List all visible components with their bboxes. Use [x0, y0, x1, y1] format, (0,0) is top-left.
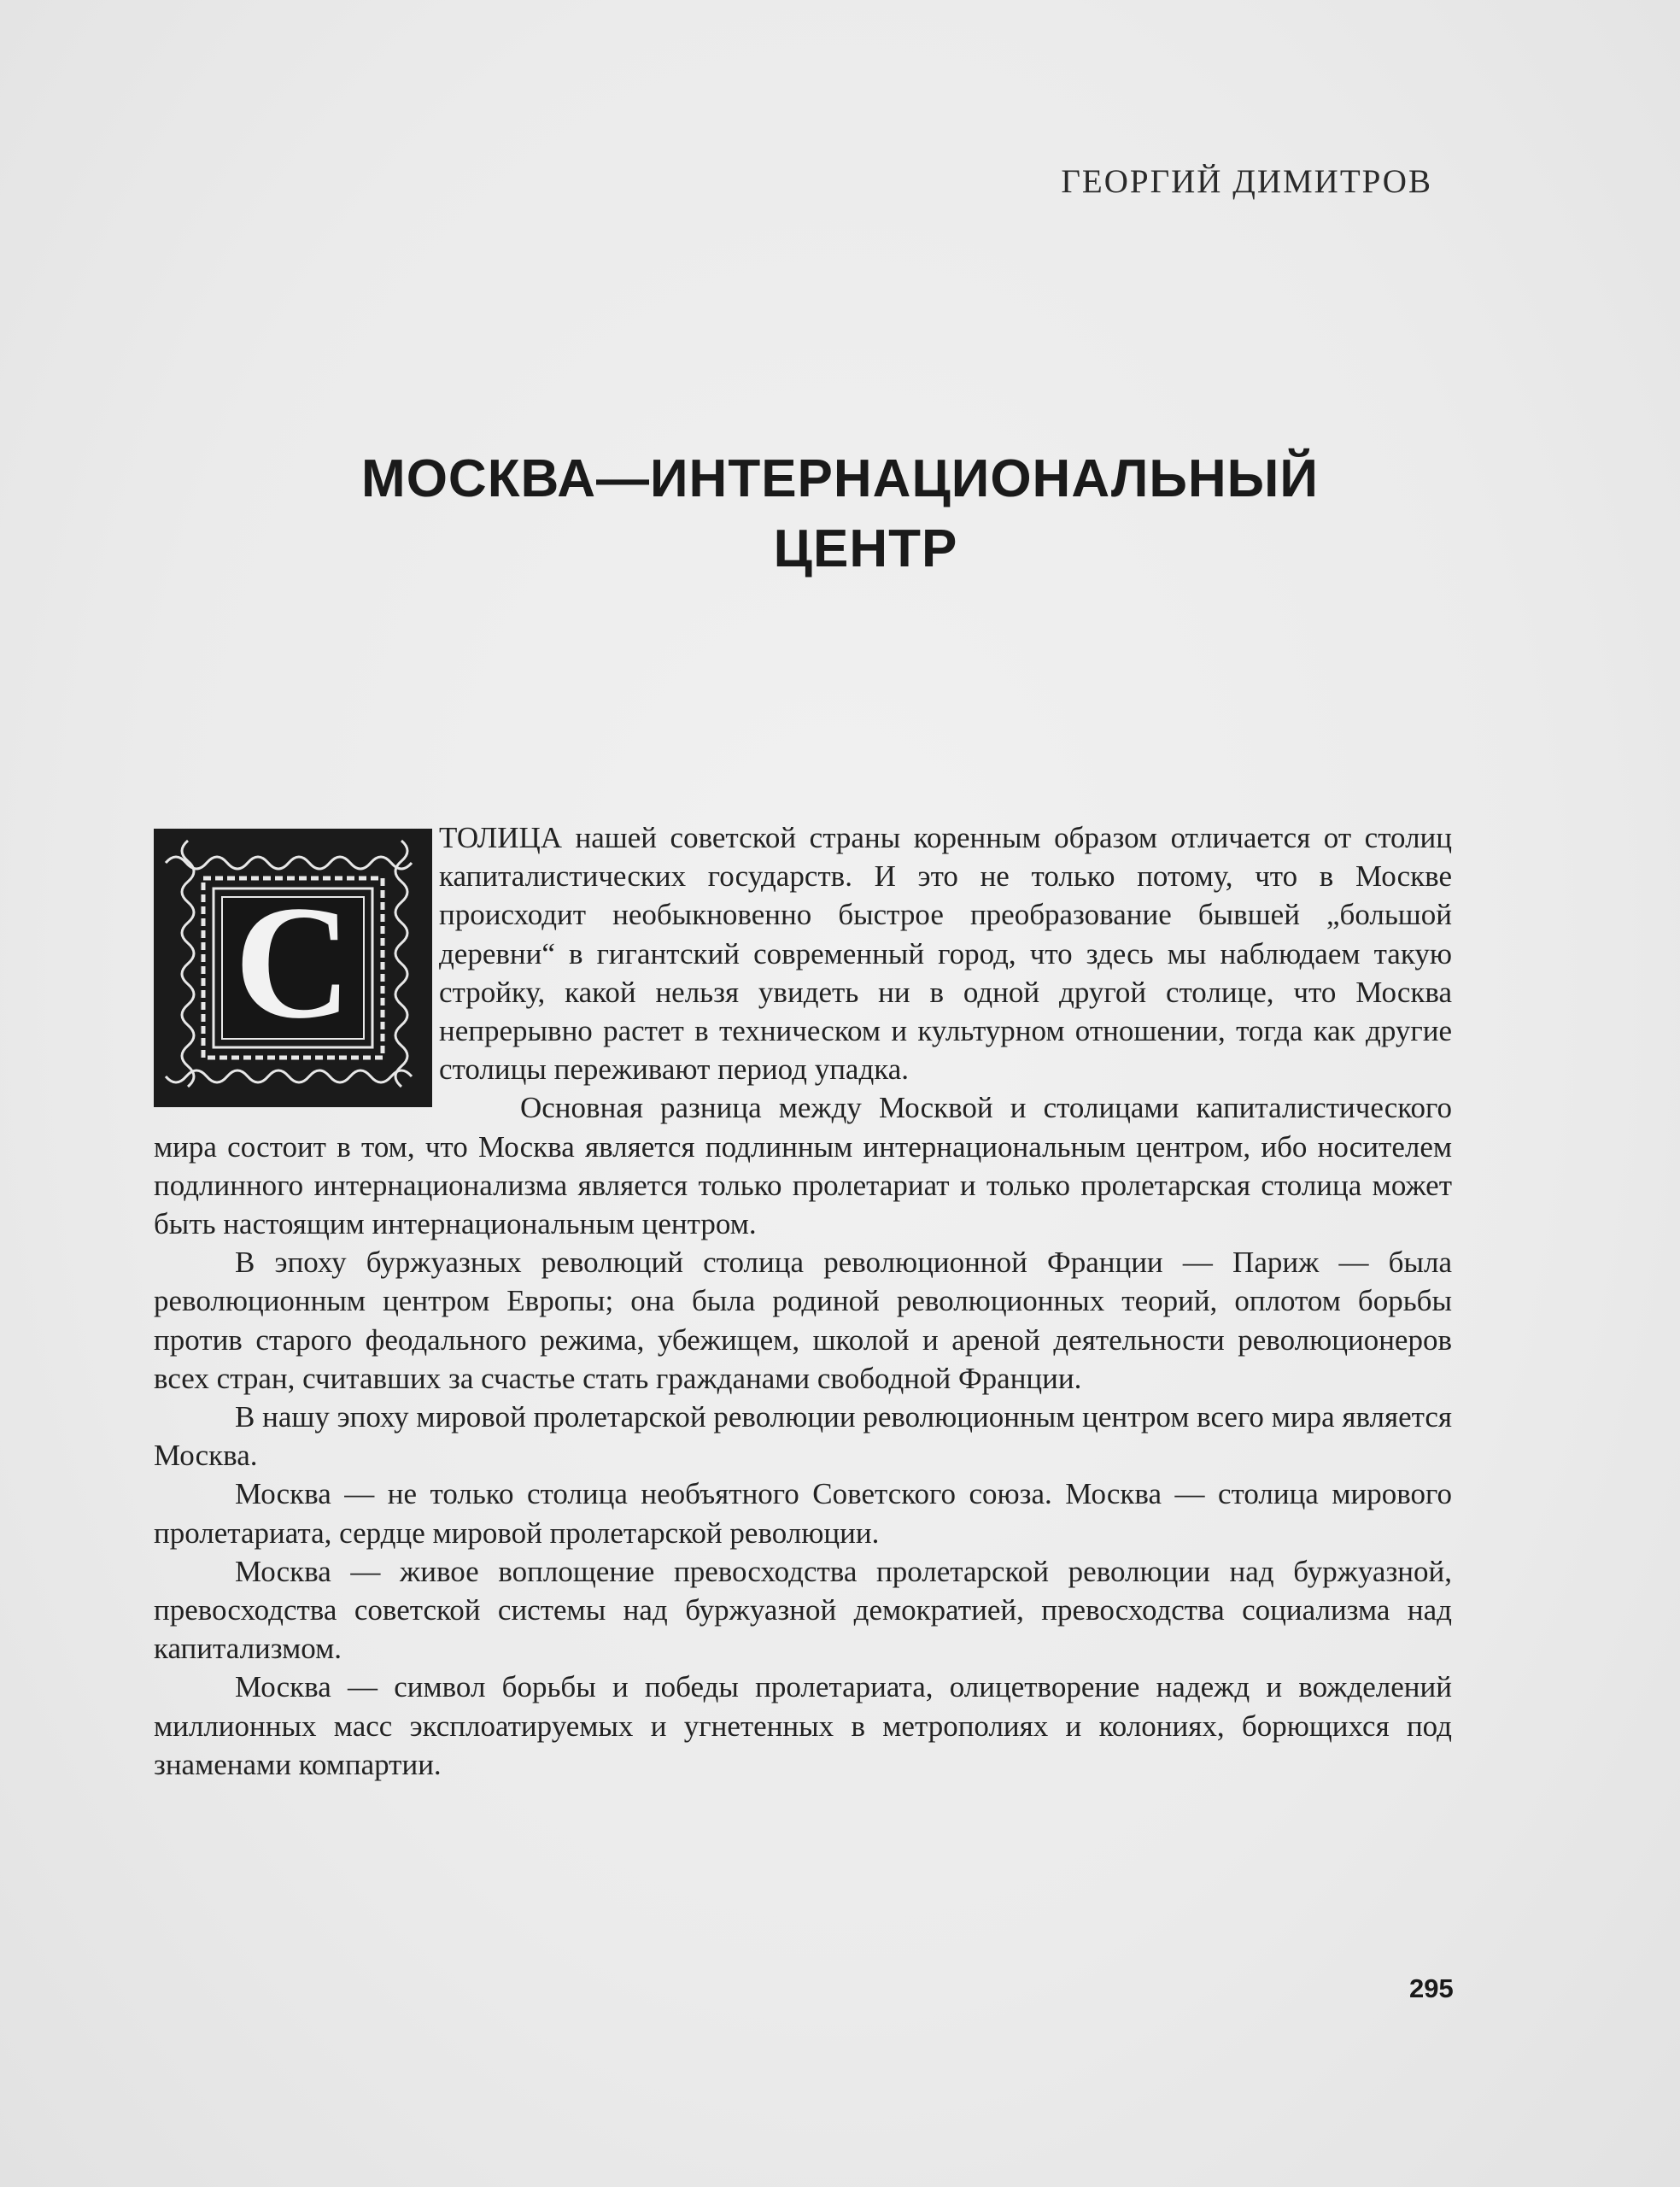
page-number: 295	[1409, 1973, 1454, 2003]
drop-cap-letter: С	[234, 873, 352, 1052]
article-title	[0, 444, 1680, 584]
paragraph-6: Москва — живое воплощение превосходства пролетарской революции над буржуазной, превосходства советской системы над буржуазной демократией, превосходства социализма над капитализмом.	[154, 1554, 1452, 1666]
paragraph-4: В нашу эпоху мировой пролетарской революции революционным центром всего мира является Москва.	[154, 1400, 1452, 1473]
ornamental-drop-cap	[154, 829, 432, 1107]
paragraph-2: Основная разница между Москвой и столицами капиталистического мира состоит в том, что Москва является подлинным интернациональным центром, ибо носителем подлинного интернационализма является только пролетариат и только пролетарская столица может быть настоящим интернациональным центром.	[154, 1091, 1452, 1241]
paragraph-1: ТОЛИЦА нашей советской страны коренным образом отличается от столиц капиталистических государств. И это не только потому, что в Москве происходит необыкновенно быстрое преобразование бывшей „большой деревни“ в гигантский современный город, что здесь мы наблюдаем такую стройку, какой нельзя увидеть ни в одной другой столице, что Москва непрерывно растет в техническом и культурном отношении, тогда как другие столицы переживают период упадка.	[439, 821, 1452, 1087]
author-name: ГЕОРГИЙ ДИМИТРОВ	[1061, 163, 1432, 200]
article-body	[154, 818, 1452, 1784]
title-line-1: МОСКВА—ИНТЕРНАЦИОНАЛЬНЫЙ	[361, 449, 1319, 508]
paragraph-7: Москва — символ борьбы и победы пролетариата, олицетворение надежд и вожделений миллионных масс эксплоатируемых и угнетенных в метрополиях и колониях, борющихся под знаменами компартии.	[154, 1670, 1452, 1781]
paragraph-3: В эпоху буржуазных революций столица революционной Франции — Париж — была революционным центром Европы; она была родиной революционных теорий, оплотом борьбы против старого феодального режима, убежищем, школой и ареной деятельности революционеров всех стран, считавших за счастье стать гражданами свободной Франции.	[154, 1246, 1452, 1395]
paragraph-5: Москва — не только столица необъятного Советского союза. Москва — столица мирового пролетариата, сердце мировой пролетарской революции.	[154, 1477, 1452, 1550]
drop-cap-ornament-icon	[154, 829, 432, 1107]
title-line-2: ЦЕНТР	[773, 519, 958, 578]
